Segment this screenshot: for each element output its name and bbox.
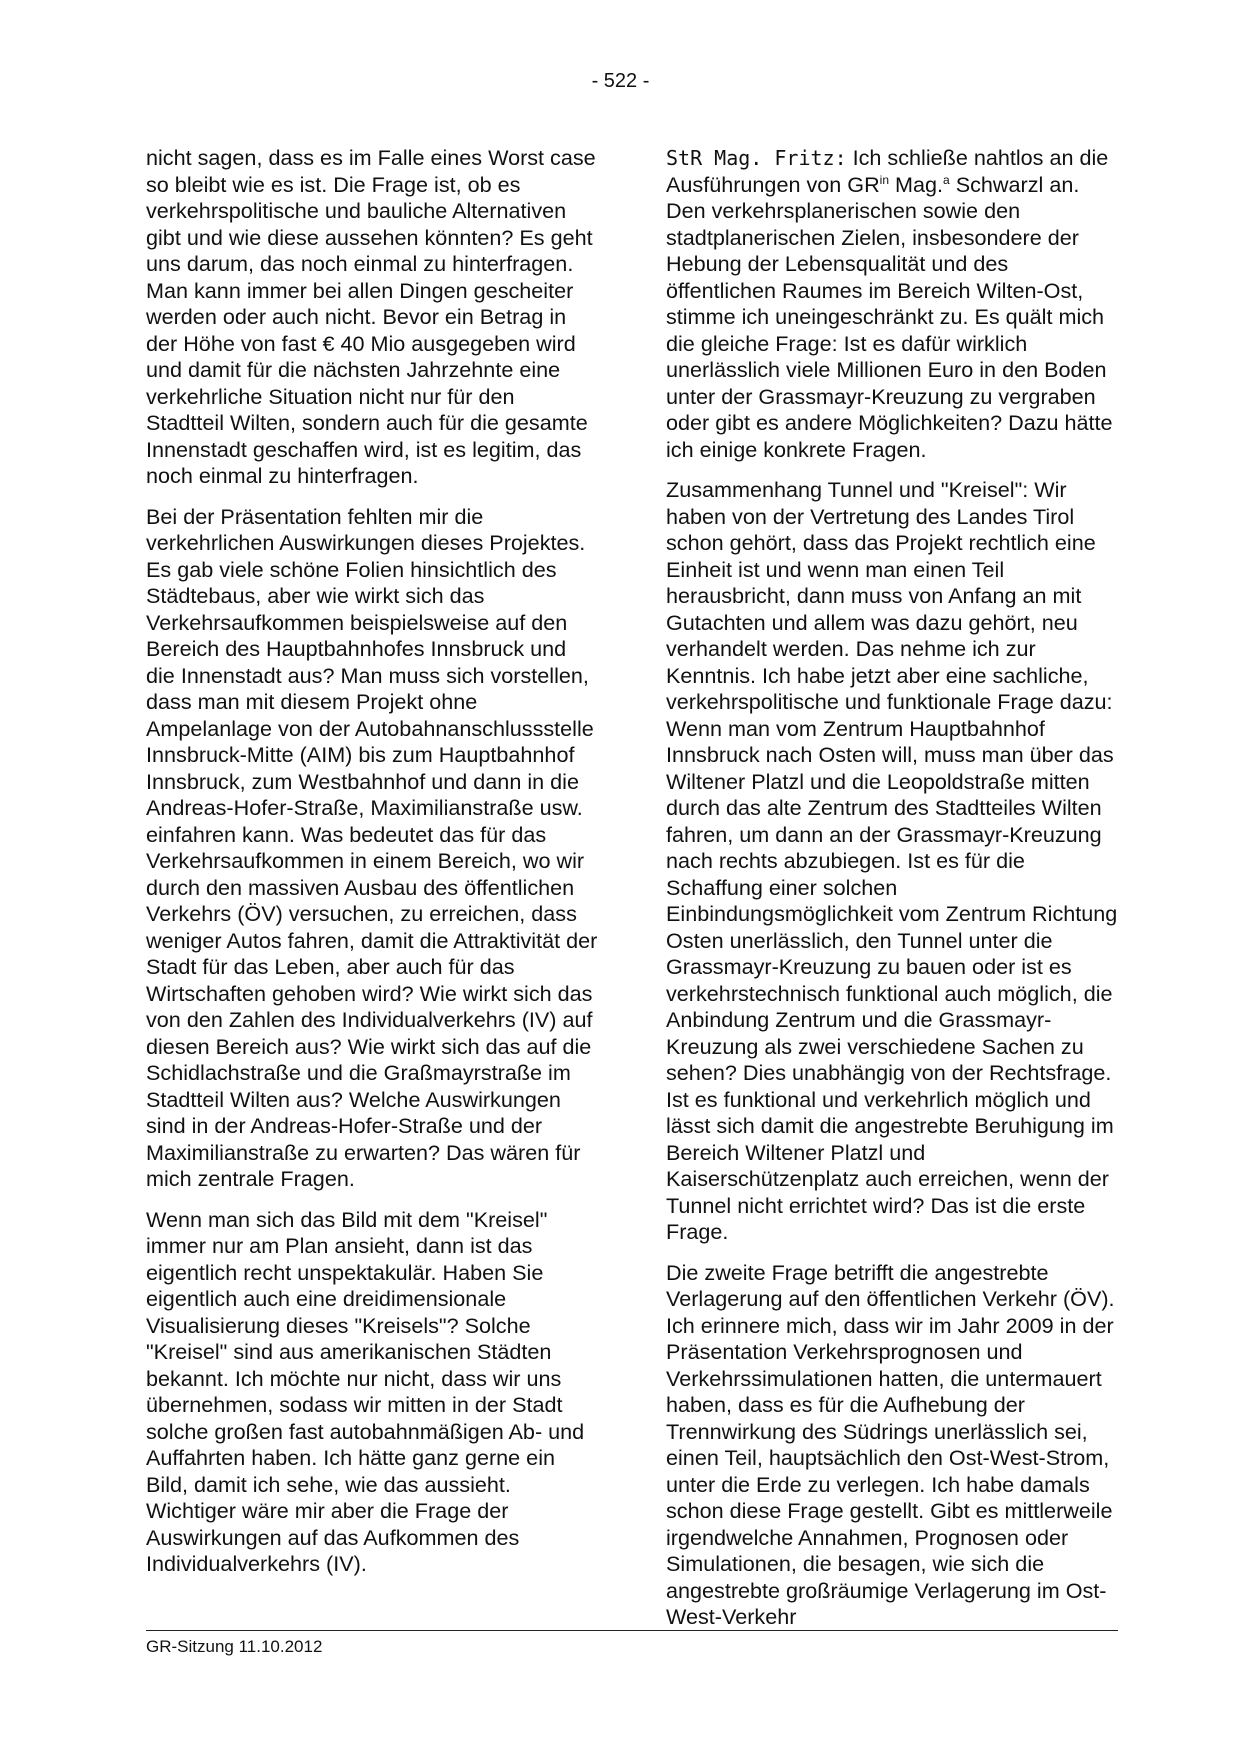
footer-session-date: GR-Sitzung 11.10.2012 [146, 1637, 323, 1656]
paragraph-text-b: Mag. [889, 171, 944, 197]
superscript-in: in [879, 172, 890, 187]
left-column [146, 145, 598, 1592]
left-paragraph-2: Bei der Präsentation fehlten mir die verkehrlichen Auswirkungen dieses Projektes. Es gab viele schöne Folien hinsichtlich des Städtebaus, aber wie wirkt sich das Verkehrsaufkommen beispielsweise auf den Bereich des Hauptbahnhofes Innsbruck und die Innenstadt aus? Man muss sich vorstellen, dass man mit diesem Projekt ohne Ampelanlage von der Autobahnanschlussstelle Innsbruck-Mitte (AIM) bis zum Hauptbahnhof Innsbruck, zum Westbahnhof und dann in die Andreas-Hofer-Straße, Maximilianstraße usw. einfahren kann. Was bedeutet das für das Verkehrsaufkommen in einem Bereich, wo wir durch den massiven Ausbau des öffentlichen Verkehrs (ÖV) versuchen, zu erreichen, dass weniger Autos fahren, damit die Attraktivität der Stadt für das Leben, aber auch für das Wirtschaften gehoben wird? Wie wirkt sich das von den Zahlen des Individualverkehrs (IV) auf diesen Bereich aus? Wie wirkt sich das auf die Schidlachstraße und die Graßmayrstraße im Stadtteil Wilten aus? Welche Auswirkungen sind in der Andreas-Hofer-Straße und der Maximilianstraße zu erwarten? Das wären für mich zentrale Fragen. [146, 503, 598, 1191]
speaker-name: StR Mag. Fritz: [666, 146, 847, 170]
right-paragraph-1 [666, 145, 1118, 463]
right-column [666, 145, 1118, 1645]
page-number: - 522 - [591, 70, 650, 92]
left-paragraph-1: nicht sagen, dass es im Falle eines Worst case so bleibt wie es ist. Die Frage ist, ob es verkehrspolitische und bauliche Alternativen gibt und wie diese aussehen könnten? Es geht uns darum, das noch einmal zu hinterfragen. Man kann immer bei allen Dingen gescheiter werden oder auch nicht. Bevor ein Betrag in der Höhe von fast € 40 Mio ausgegeben wird und damit für die nächsten Jahrzehnte eine verkehrliche Situation nicht nur für den Stadtteil Wilten, sondern auch für die gesamte Innenstadt geschaffen wird, ist es legitim, das noch einmal zu hinterfragen. [146, 145, 596, 488]
paragraph-text-c: Schwarzl an. Den verkehrsplanerischen sowie den stadtplanerischen Zielen, insbesondere der Hebung der Lebensqualität und des öffentlichen Raumes im Bereich Wilten-Ost, stimme ich uneingeschränkt zu. Es quält mich die gleiche Frage: Ist es dafür wirklich unerlässlich viele Millionen Euro in den Boden unter der Grassmayr-Kreuzung zu vergraben oder gibt es andere Möglichkeiten? Dazu hätte ich einige konkrete Fragen. [666, 171, 1113, 462]
right-paragraph-3: Die zweite Frage betrifft die angestrebte Verlagerung auf den öffentlichen Verkehr (ÖV). Ich erinnere mich, dass wir im Jahr 2009 in der Präsentation Verkehrsprognosen und Verkehrssimulationen hatten, die untermauert haben, dass es für die Aufhebung der Trennwirkung des Südrings unerlässlich sei, einen Teil, hauptsächlich den Ost-West-Strom, unter die Erde zu verlegen. Ich habe damals schon diese Frage gestellt. Gibt es mittlerweile irgendwelche Annahmen, Prognosen oder Simulationen, die besagen, wie sich die angestrebte großräumige Verlagerung im Ost-West-Verkehr [666, 1259, 1115, 1629]
superscript-a: a [943, 172, 950, 187]
right-paragraph-2: Zusammenhang Tunnel und "Kreisel": Wir haben von der Vertretung des Landes Tirol schon gehört, dass das Projekt rechtlich eine Einheit ist und wenn man einen Teil herausbricht, dann muss von Anfang an mit Gutachten und allem was dazu gehört, neu verhandelt werden. Das nehme ich zur Kenntnis. Ich habe jetzt aber eine sachliche, verkehrspolitische und funktionale Frage dazu: Wenn man vom Zentrum Hauptbahnhof Innsbruck nach Osten will, muss man über das Wiltener Platzl und die Leopoldstraße mitten durch das alte Zentrum des Stadtteiles Wilten fahren, um dann an der Grassmayr-Kreuzung nach rechts abzubiegen. Ist es für die Schaffung einer solchen Einbindungsmöglichkeit vom Zentrum Richtung Osten unerlässlich, den Tunnel unter die Grassmayr-Kreuzung zu bauen oder ist es verkehrstechnisch funktional auch möglich, die Anbindung Zentrum und die Grassmayr-Kreuzung als zwei verschiedene Sachen zu sehen? Dies unabhängig von der Rechtsfrage. Ist es funktional und verkehrlich möglich und lässt sich damit die angestrebte Beruhigung im Bereich Wiltener Platzl und Kaiserschützenplatz auch erreichen, wenn der Tunnel nicht errichtet wird? Das ist die erste Frage. [666, 477, 1118, 1244]
paragraph-text-a: Ich schließe nahtlos an die Ausführungen von GR [666, 145, 1109, 197]
left-paragraph-3: Wenn man sich das Bild mit dem "Kreisel" immer nur am Plan ansieht, dann ist das eigentlich recht unspektakulär. Haben Sie eigentlich auch eine dreidimensionale Visualisierung dieses "Kreisels"? Solche "Kreisel" sind aus amerikanischen Städten bekannt. Ich möchte nur nicht, dass wir uns übernehmen, sodass wir mitten in der Stadt solche großen fast autobahnmäßigen Ab- und Auffahrten haben. Ich hätte ganz gerne ein Bild, damit ich sehe, wie das aussieht. Wichtiger wäre mir aber die Frage der Auswirkungen auf das Aufkommen des Individualverkehrs (IV). [146, 1206, 585, 1576]
footer-divider [146, 1630, 1118, 1631]
